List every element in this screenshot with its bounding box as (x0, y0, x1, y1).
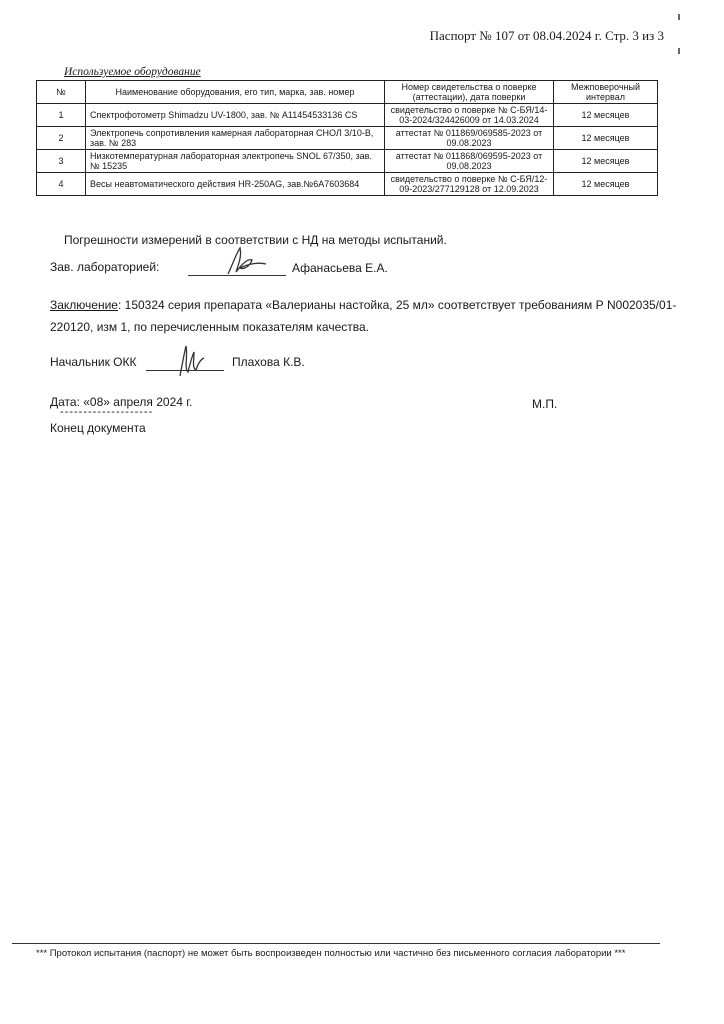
row-certificate: свидетельство о поверке № С-БЯ/14-03-2024/324426009 от 14.03.2024 (385, 104, 554, 127)
table-header-row (37, 81, 658, 104)
row-equipment: Спектрофотометр Shimadzu UV-1800, зав. № A11454533136 CS (86, 104, 385, 127)
table-row (37, 173, 658, 196)
col-equipment: Наименование оборудования, его тип, марка, зав. номер (86, 81, 385, 104)
row-number: 3 (37, 150, 86, 173)
row-equipment: Низкотемпературная лабораторная электропечь SNOL 67/350, зав.№ 15235 (86, 150, 385, 173)
footer-notice: *** Протокол испытания (паспорт) не может быть воспроизведен полностью или частично без письменного согласия лаборатории *** (36, 948, 626, 959)
document-end: Конец документа (50, 421, 146, 435)
conclusion-text-1: : 150324 серия препарата «Валерианы настойка, 25 мл» соответствует требованиям Р N002035/01- (117, 298, 677, 312)
row-number: 4 (37, 173, 86, 196)
conclusion-text-2: 220120, изм 1, по перечисленным показателям качества. (50, 320, 370, 334)
row-equipment: Весы неавтоматического действия HR-250AG, зав.№6А7603684 (86, 173, 385, 196)
date-line: Дата: «08» апреля 2024 г. (50, 395, 193, 409)
row-number: 2 (37, 127, 86, 150)
row-equipment: Электропечь сопротивления камерная лабораторная СНОЛ 3/10-В, зав. № 283 (86, 127, 385, 150)
lab-head-signature (222, 244, 270, 278)
okk-head-label: Начальник ОКК (50, 355, 137, 369)
row-interval: 12 месяцев (554, 150, 658, 173)
page-header: Паспорт № 107 от 08.04.2024 г. Стр. 3 из 3 (429, 28, 664, 43)
row-certificate: аттестат № 011869/069585-2023 от 09.08.2023 (385, 127, 554, 150)
okk-head-name: Плахова К.В. (232, 355, 305, 369)
lab-head-label: Зав. лабораторией: (50, 260, 160, 274)
row-interval: 12 месяцев (554, 104, 658, 127)
table-row (37, 127, 658, 150)
conclusion-line-1 (50, 298, 676, 312)
col-number: № (37, 81, 86, 104)
equipment-caption: Используемое оборудование (64, 66, 201, 78)
lab-head-name: Афанасьева Е.А. (292, 261, 388, 275)
row-certificate: свидетельство о поверке № С-БЯ/12-09-2023/277129128 от 12.09.2023 (385, 173, 554, 196)
col-certificate: Номер свидетельства о поверке (аттестации), дата поверки (385, 81, 554, 104)
row-certificate: аттестат № 011868/069595-2023 от 09.08.2023 (385, 150, 554, 173)
okk-head-signature (172, 342, 208, 378)
table-row (37, 104, 658, 127)
scan-mark (678, 48, 680, 54)
equipment-table (36, 80, 658, 196)
scan-mark (678, 14, 680, 20)
footer-rule (12, 943, 660, 944)
conclusion-label: Заключение (50, 298, 118, 312)
row-interval: 12 месяцев (554, 127, 658, 150)
row-interval: 12 месяцев (554, 173, 658, 196)
row-number: 1 (37, 104, 86, 127)
measurement-errors-note: Погрешности измерений в соответствии с НД на методы испытаний. (64, 233, 447, 247)
col-interval: Межповерочный интервал (554, 81, 658, 104)
separator-dashes: -------------------- (60, 406, 154, 418)
stamp-place: М.П. (532, 397, 558, 411)
table-row (37, 150, 658, 173)
